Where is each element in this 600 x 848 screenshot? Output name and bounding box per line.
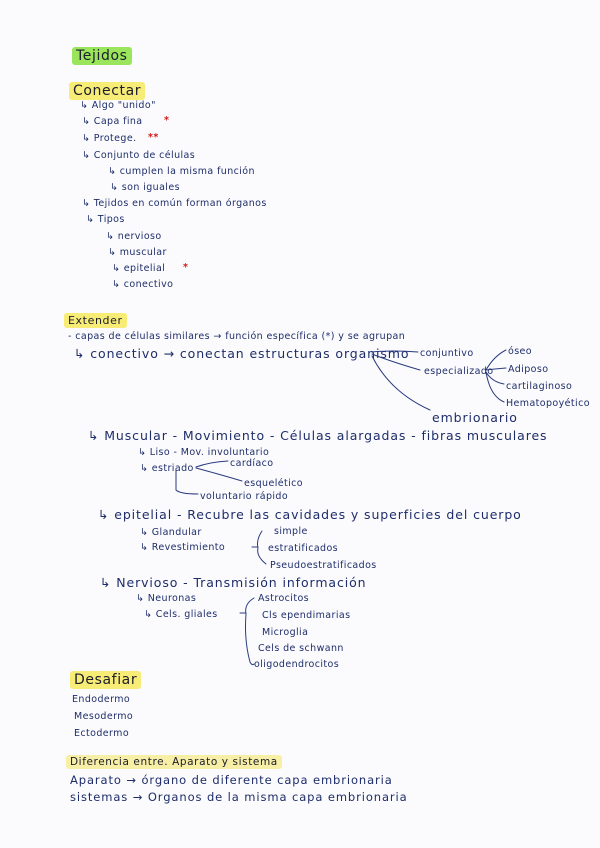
note-esqueletico: esquelético — [244, 478, 303, 489]
branch-line — [372, 351, 418, 352]
note-neuronas: ↳ Neuronas — [136, 593, 197, 604]
note-muscular: ↳ Muscular - Movimiento - Células alargadas - fibras musculares — [88, 428, 548, 443]
note-son-iguales: ↳ son iguales — [110, 182, 180, 193]
branch-line — [196, 468, 242, 481]
note-epitelial: ↳ epitelial - Recubre las cavidades y superficies del cuerpo — [98, 507, 522, 522]
heading-extender: Extender — [64, 313, 127, 328]
note-forman-organos: ↳ Tejidos en común forman órganos — [82, 198, 267, 209]
heading-diferencia: Diferencia entre. Aparato y sistema — [66, 755, 282, 769]
note-adiposo: Adiposo — [508, 364, 549, 375]
note-conjunto-celulas: ↳ Conjunto de células — [82, 150, 196, 161]
note-astrocitos: Astrocitos — [258, 593, 310, 604]
star-mark: ** — [148, 132, 159, 143]
note-conjuntivo: conjuntivo — [420, 348, 474, 359]
note-tipos: ↳ Tipos — [86, 214, 125, 225]
tipo-epitelial: ↳ epitelial — [112, 263, 166, 274]
heading-conectar: Conectar — [69, 82, 145, 100]
note-pseudoestratificados: Pseudoestratificados — [270, 560, 377, 571]
tipo-conectivo: ↳ conectivo — [112, 279, 174, 290]
branch-line — [176, 470, 198, 494]
note-capa-fina: ↳ Capa fina — [82, 116, 143, 127]
note-cardiaco: cardíaco — [230, 458, 274, 469]
note-mesodermo: Mesodermo — [74, 711, 134, 722]
note-gliales: ↳ Cels. gliales — [144, 609, 218, 620]
note-oseo: óseo — [508, 346, 533, 357]
star-mark: * — [164, 115, 170, 126]
branch-line — [486, 350, 506, 370]
branch-line — [486, 368, 506, 370]
note-especializado: especializado — [424, 366, 494, 377]
note-aparato: Aparato → órgano de diferente capa embrionaria — [70, 773, 393, 787]
note-endodermo: Endodermo — [72, 694, 131, 705]
note-algo-unido: ↳ Algo "unido" — [80, 100, 156, 111]
tipo-muscular: ↳ muscular — [108, 247, 167, 258]
note-embrionario: embrionario — [432, 410, 518, 425]
note-oligodendrocitos: oligodendrocitos — [254, 659, 340, 670]
note-conectivo: ↳ conectivo → conectan estructuras organismo — [74, 346, 410, 361]
note-schwann: Cels de schwann — [258, 643, 344, 654]
note-revestimiento: ↳ Revestimiento — [140, 542, 226, 553]
note-voluntario: voluntario rápido — [200, 491, 289, 502]
star-mark: * — [183, 262, 189, 273]
note-sistema: sistemas → Organos de la misma capa embrionaria — [70, 790, 408, 804]
note-simple: simple — [274, 526, 308, 537]
note-glandular: ↳ Glandular — [140, 527, 202, 538]
note-ependimarias: Cls ependimarias — [262, 610, 351, 621]
note-microglia: Microglia — [262, 627, 309, 638]
note-cartilaginoso: cartilaginoso — [506, 381, 573, 392]
branch-line — [196, 461, 228, 467]
branch-line — [258, 531, 267, 564]
page-title: Tejidos — [72, 47, 132, 65]
note-protege: ↳ Protege. — [82, 133, 137, 144]
note-nervioso: ↳ Nervioso - Transmisión información — [100, 575, 367, 590]
note-hematopoyetico: Hematopoyético — [506, 398, 590, 409]
note-capas-celulas: - capas de células similares → función específica (*) y se agrupan — [68, 331, 406, 342]
note-liso: ↳ Liso - Mov. involuntario — [138, 447, 270, 458]
note-estratificados: estratificados — [268, 543, 339, 554]
note-estriado: ↳ estriado — [140, 463, 194, 474]
tipo-nervioso: ↳ nervioso — [106, 231, 162, 242]
note-ectodermo: Ectodermo — [74, 728, 130, 739]
branch-line — [246, 598, 255, 665]
note-misma-funcion: ↳ cumplen la misma función — [108, 166, 255, 177]
heading-desafiar: Desafiar — [70, 671, 141, 689]
